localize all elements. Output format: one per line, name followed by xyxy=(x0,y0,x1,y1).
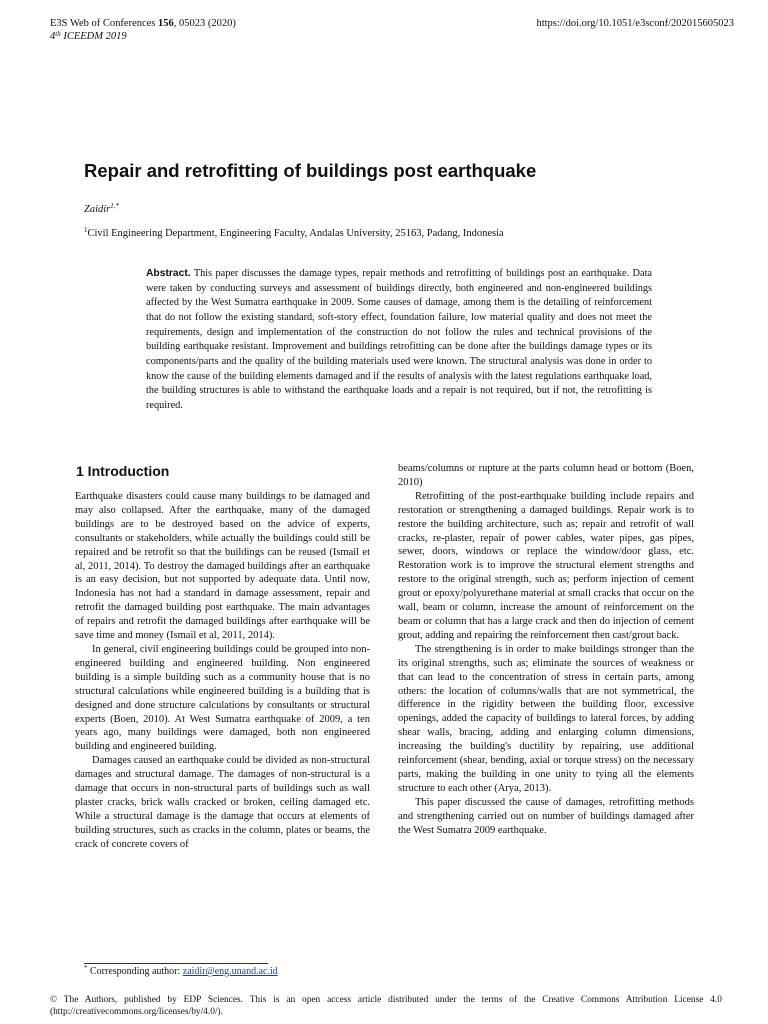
journal-volume: 156 xyxy=(158,18,174,29)
footnote-divider xyxy=(84,963,268,964)
license-notice: © The Authors, published by EDP Sciences. This is an open access article distributed under the terms of the Creative Commons Attribution License 4.0 (http://creativecommons.org/licenses/by/4.0/). xyxy=(50,995,722,1017)
author-name: Zaidir xyxy=(84,204,111,215)
footnote-corresponding-author: * Corresponding author: zaidir@eng.unand.ac.id xyxy=(84,964,278,977)
right-column xyxy=(398,462,694,837)
abstract-text: This paper discusses the damage types, repair methods and retrofitting of buildings post an earthquake. Data were taken by conducting surveys and assessment of buildings directly, both engineered and non-engineered buildings affected by the West Sumatra earthquake in 2009. Some causes of damage, among them is the detailing of reinforcement that do not follow the existing standard, soft-story effect, foundation failure, low material quality and does not meet the requirements, design and implementation of the construction do not follow the rules and technical provisions of the building earthquake resistant. Improvement and buildings retrofitting can be done after the buildings damage types or its components/parts and the quality of the building materials used were known. The structural analysis was done in order to know the cause of the building elements damaged and if the results of analysis with the latest regulations earthquake load, the building structures is able to withstand the earthquake loads and a repair is not required, but if not, the retrofitting is required. xyxy=(146,268,652,411)
article-number: , 05023 (2020) xyxy=(173,18,236,29)
paragraph: Earthquake disasters could cause many buildings to be damaged and may also collapsed. After the earthquake, many of the damaged buildings are to be destroyed based on the advice of experts, consultants or stakeholders, while actually the buildings could still be repaired and be retrofit so that the buildings can be reused (Ismail et al, 2011, 2014). To destroy the damaged buildings after an earthquake is an easy decision, but not supported by adequate data. Until now, Indonesia has not had a standard in damage assessment, repair and retrofit the damaged building post earthquake. The main advantages of repairs and retrofit the damaged buildings after earthquake will be save time and money (Ismail et al, 2011, 2014). xyxy=(75,491,370,642)
paragraph: The strengthening is in order to make buildings stronger than the its original strengths, such as; eliminate the sources of weakness or that can lead to the concentration of stress in certain parts, among others: the location of columns/walls that are not symmetrical, the difference in the rigidity between the building floor, excessive openings, added the capacity of buildings to lateral forces, by adding shear walls, bracing, adding and enlarging column dimensions, increasing the building's ductility by repairing, use additional reinforcement (shear, bending, axial or torque stress) on the necessary parts, making the building in one unity to tying all the elements structure to each other (Arya, 2013). xyxy=(398,643,694,794)
left-column xyxy=(75,490,370,852)
author-line: Zaidir$^{1,*}$ xyxy=(84,202,120,215)
section-heading-introduction: 1 Introduction xyxy=(76,463,170,479)
paper-title: Repair and retrofitting of buildings post earthquake xyxy=(84,160,537,181)
paragraph: This paper discussed the cause of damages, retrofitting methods and strengthening carried out on number of buildings damaged after the West Sumatra 2009 earthquake. xyxy=(398,796,694,836)
running-header-journal xyxy=(50,17,236,30)
abstract xyxy=(146,267,652,414)
abstract-label: Abstract. xyxy=(146,268,191,279)
paragraph: Retrofitting of the post-earthquake building include repairs and restoration or strengthening a damaged buildings. Repair work is to restore the building architecture, such as; repair and retrofit of wall cracks, re-plaster, repair of power cables, water pipes, gas pipes, sewer, doors, windows or replace the window/door glass, etc. Restoration work is to improve the structural element strengths and restore to the original strength, such as; perform injection of cement grout or epoxy/polyurethane material at small cracks that occur on the wall, beam or column, increase the amount of reinforcement on the beam or column that has a large crack and then do injection of cement grout, adding and repairing the reinforcement then cast/grout back. xyxy=(398,490,694,641)
paragraph: In general, civil engineering buildings could be grouped into non-engineered building and engineered building. Non engineered building is a simple building such as a community house that is no structural calculations while engineered building is a building that is designed and done structure calculations by consultants or structural experts (Boen, 2010). At West Sumatra earthquake of 2009, a ten years ago, many buildings were damaged, both non engineered building and engineered building. xyxy=(75,643,370,753)
running-header-conference: 4th ICEEDM 2019 xyxy=(50,30,127,42)
paragraph: Damages caused an earthquake could be divided as non-structural damages and structural damage. The damages of non-structural is a damage that occurs in non-structural parts of buildings such as wall plaster cracks, brick walls cracked or broken, ceiling damaged etc. While a structural damage is the damage that occurs at elements of building structures, such as cracks in the column, plates or beams, the crack of concrete covers of xyxy=(75,755,370,850)
affiliation: $^1$Civil Engineering Department, Engineering Faculty, Andalas University, 25163, Padang, Indonesia xyxy=(84,226,504,239)
author-email-link[interactable]: zaidir@eng.unand.ac.id xyxy=(182,966,278,977)
journal-name: E3S Web of Conferences xyxy=(50,18,159,29)
paragraph: beams/columns or rupture at the parts column head or bottom (Boen, 2010) xyxy=(398,463,694,488)
doi-link[interactable]: https://doi.org/10.1051/e3sconf/202015605023 xyxy=(536,18,734,29)
